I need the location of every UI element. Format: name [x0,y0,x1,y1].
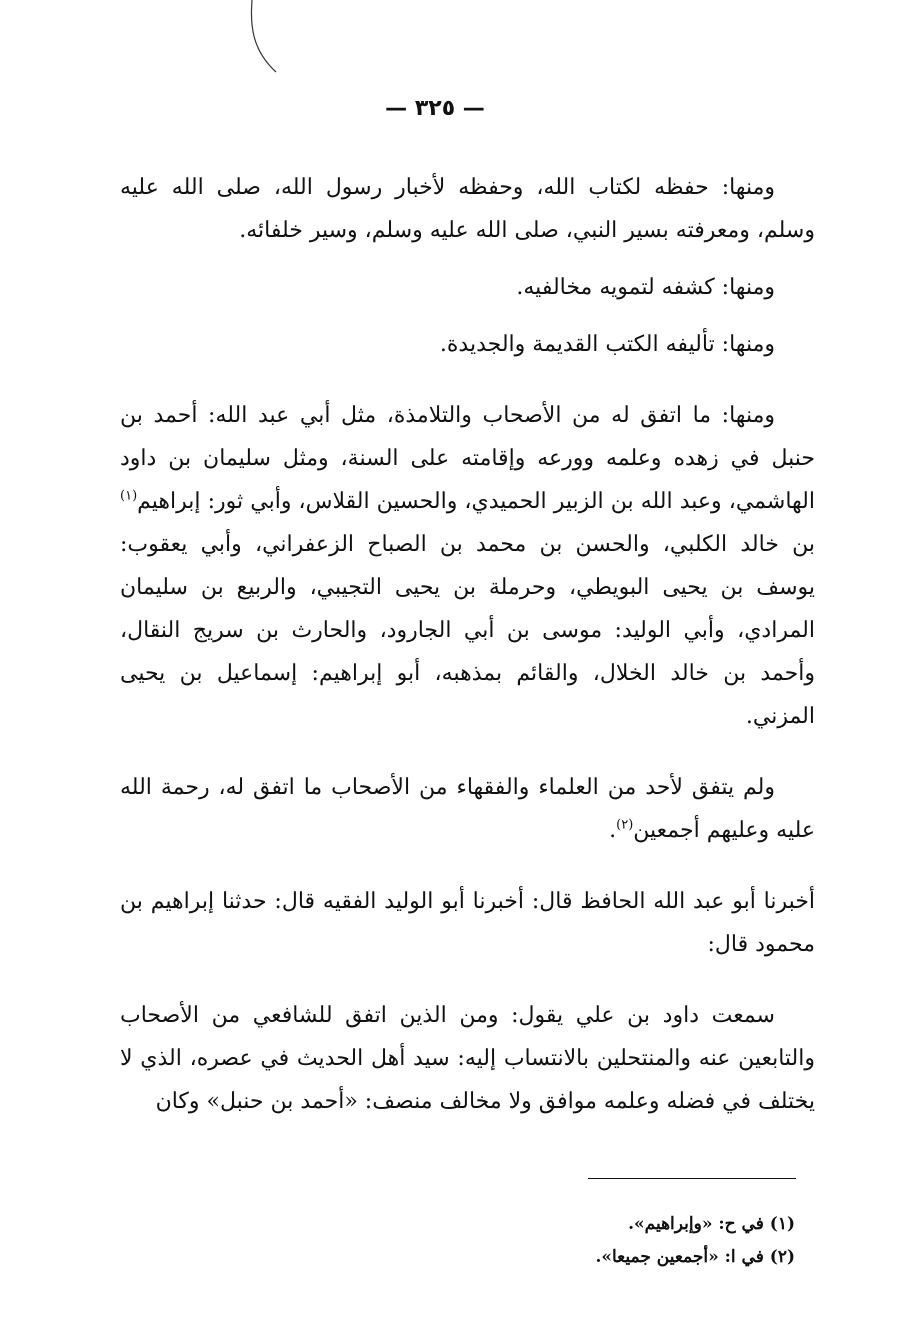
paragraph-3: ومنها: تأليفه الكتب القديمة والجديدة. [439,332,775,357]
page-number: — ٣٢٥ — [385,96,485,121]
paragraph-4-text: ومنها: ما اتفق له من الأصحاب والتلامذة، مثل أبي عبد الله: أحمد بن حنبل في زهده وعلمه وورعه وإقامته على السنة، ومثل سليمان بن داود الهاشمي، وعبد الله بن الزبير الحميدي، والحسين القلاس، وأبي ثور: إبراهيم [120,403,815,514]
paragraph-4 [120,394,815,738]
paragraph-4-tail: بن خالد الكلبي، والحسن بن محمد بن الصباح الزعفراني، وأبي يعقوب: يوسف بن يحيى البويطي، وحرملة بن يحيى التجيبي، والربيع بن سليمان المرادي، وأبي الوليد: موسى بن أبي الجارود، والحارث بن سريج النقال، وأحمد بن خالد الخلال، والقائم بمذهبه، أبو إبراهيم: إسماعيل بن يحيى المزني. [120,532,815,729]
footnote-divider [588,1178,796,1179]
paragraph-2: ومنها: كشفه لتمويه مخالفيه. [516,275,775,300]
main-text [120,166,815,1123]
page-edge-mark [246,0,286,80]
footnote-mark-2: (٢) [616,817,634,833]
footnote-1: (١) في ح: «وإبراهيم». [628,1214,795,1234]
footnote-mark-1: (١) [120,488,138,504]
footnotes [400,1208,795,1274]
paragraph-5 [120,766,815,852]
paragraph-7: سمعت داود بن علي يقول: ومن الذين اتفق للشافعي من الأصحاب والتابعين عنه والمنتحلين بالانتساب إليه: سيد أهل الحديث في عصره، الذي لا يختلف في فضله وعلمه موافق ولا مخالف منصف: «أحمد بن حنبل» وكان [120,1003,815,1114]
paragraph-5-tail: . [609,818,617,843]
paragraph-1: ومنها: حفظه لكتاب الله، وحفظه لأخبار رسول الله، صلى الله عليه وسلم، ومعرفته بسير النبي، صلى الله عليه وسلم، وسير خلفائه. [120,175,815,243]
paragraph-6: أخبرنا أبو عبد الله الحافظ قال: أخبرنا أبو الوليد الفقيه قال: حدثنا إبراهيم بن محمود قال: [120,889,815,957]
paragraph-5-text: ولم يتفق لأحد من العلماء والفقهاء من الأصحاب ما اتفق له، رحمة الله عليه وعليهم أجمعين [120,775,815,843]
footnote-2: (٢) في ا: «أجمعين جميعا». [595,1247,795,1267]
